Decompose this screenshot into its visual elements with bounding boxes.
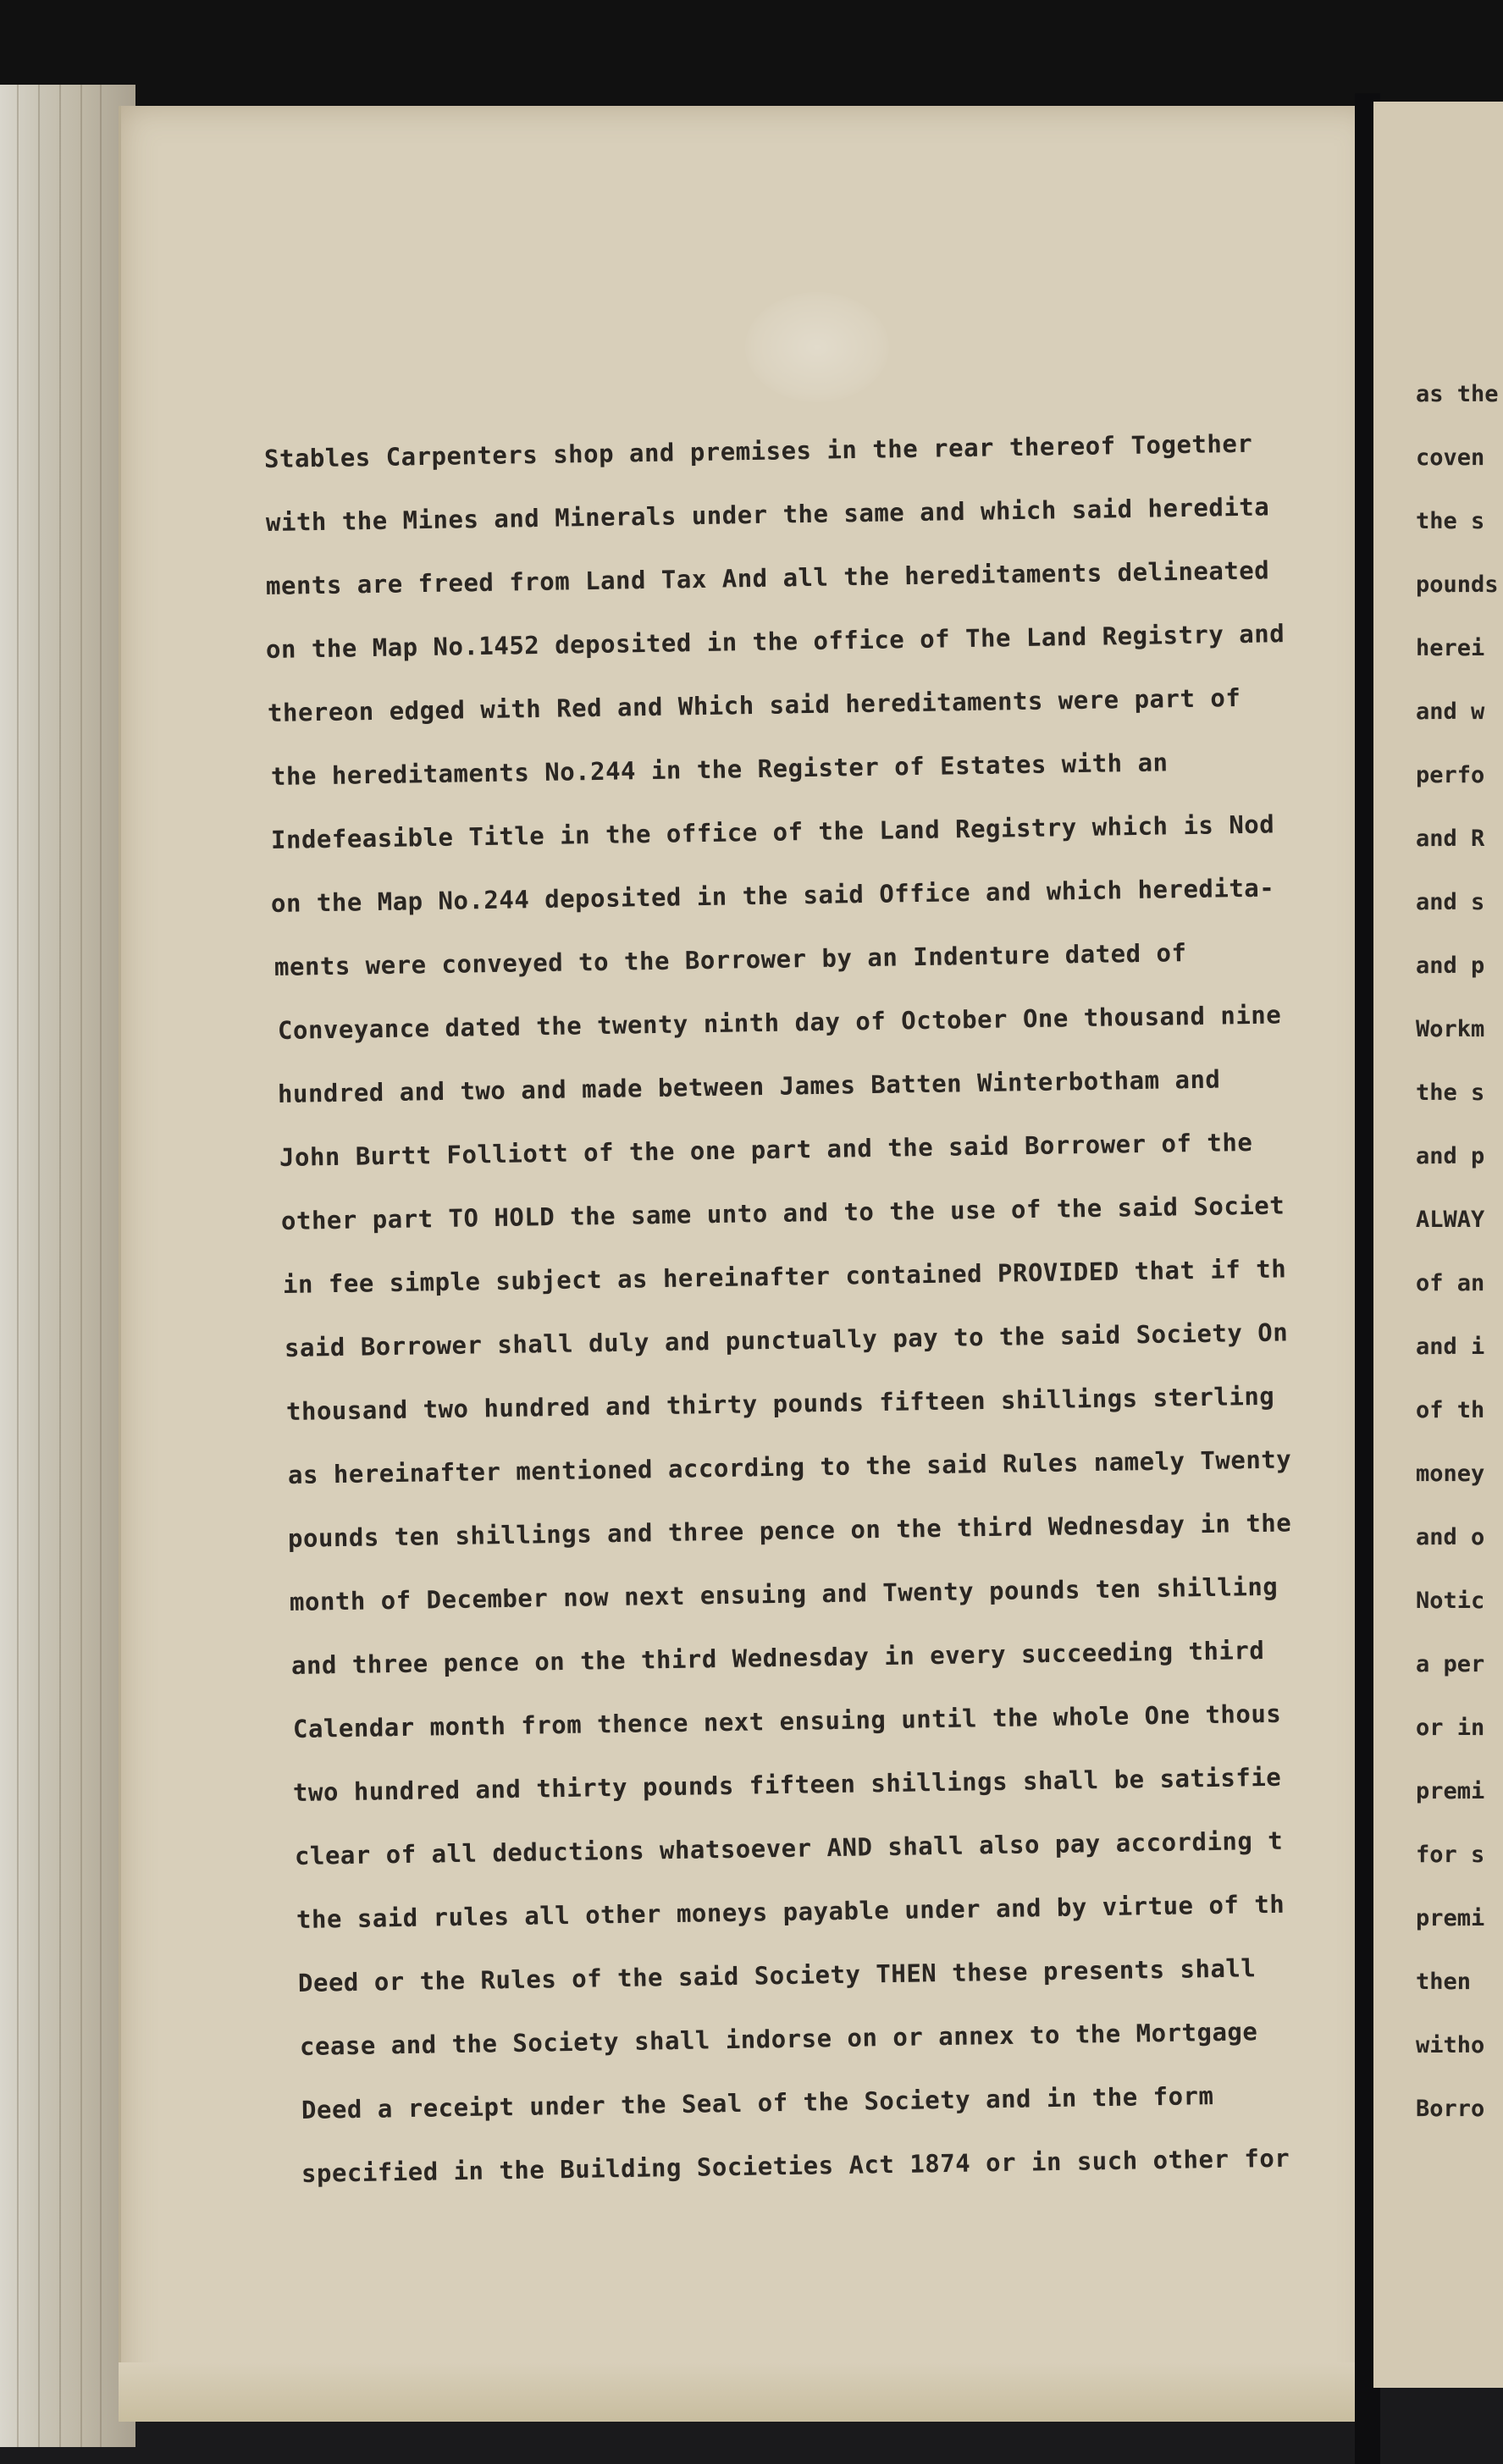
next-page-line: and p <box>1416 1143 1485 1169</box>
text-line: hundred and two and made between James Batten Winterbotham and <box>277 1064 1221 1108</box>
text-line: cease and the Society shall indorse on or annex to the Mortgage <box>299 2017 1258 2061</box>
next-page-line: for s <box>1416 1842 1485 1868</box>
next-page-line: of an <box>1416 1270 1485 1296</box>
next-page-line: premi <box>1416 1778 1485 1804</box>
next-page-line: Notic <box>1416 1588 1485 1614</box>
text-line: with the Mines and Minerals under the same and which said heredita <box>265 492 1270 537</box>
text-line: Stables Carpenters shop and premises in the rear thereof Together <box>263 428 1253 473</box>
next-page-line: ALWAY <box>1416 1207 1485 1233</box>
text-line: said Borrower shall duly and punctually pay to the said Society On <box>284 1318 1289 1362</box>
next-page-line: and s <box>1416 889 1485 915</box>
text-line: Deed or the Rules of the said Society THEN these presents shall <box>297 1953 1257 1997</box>
text-line: on the Map No.1452 deposited in the office of The Land Registry and <box>265 619 1285 664</box>
next-page-line: perfo <box>1416 762 1485 788</box>
next-page-line: and R <box>1416 826 1485 852</box>
next-page-line: then <box>1416 1969 1472 1995</box>
next-page-line: or in <box>1416 1715 1485 1741</box>
text-line: Indefeasible Title in the office of the Land Registry which is Nod <box>270 809 1275 854</box>
text-line: Deed a receipt under the Seal of the Society and in the form <box>301 2081 1214 2124</box>
text-line: thousand two hundred and thirty pounds fifteen shillings sterling <box>285 1381 1275 1426</box>
next-page-line: and w <box>1416 699 1485 725</box>
text-line: Conveyance dated the twenty ninth day of October One thousand nine <box>277 1000 1282 1045</box>
text-line: pounds ten shillings and three pence on the third Wednesday in the <box>287 1508 1292 1553</box>
next-page-line: witho <box>1416 2032 1485 2058</box>
next-page-line: Borro <box>1416 2096 1485 2122</box>
text-line: clear of all deductions whatsoever AND shall also pay according t <box>294 1826 1284 1870</box>
next-page-line: the s <box>1416 1080 1485 1106</box>
next-page-line: coven <box>1416 445 1485 471</box>
text-line: John Burtt Folliott of the one part and the said Borrower of the <box>279 1127 1253 1172</box>
next-page-line: Workm <box>1416 1016 1485 1042</box>
next-page-line: and p <box>1416 953 1485 979</box>
text-line: month of December now next ensuing and Twenty pounds ten shilling <box>289 1572 1279 1616</box>
text-line: specified in the Building Societies Act 1874 or in such other for <box>301 2143 1290 2188</box>
text-line: thereon edged with Red and Which said hereditaments were part of <box>267 682 1241 727</box>
next-page-line: and i <box>1416 1334 1485 1360</box>
next-page-line: premi <box>1416 1905 1485 1931</box>
next-page-line: and o <box>1416 1524 1485 1550</box>
text-line: Calendar month from thence next ensuing until the whole One thous <box>292 1699 1282 1743</box>
text-line: in fee simple subject as hereinafter contained PROVIDED that if th <box>282 1254 1287 1299</box>
next-page-line: pounds <box>1416 572 1499 598</box>
next-page-line: money <box>1416 1461 1485 1487</box>
text-line: and three pence on the third Wednesday in every succeeding third <box>290 1635 1265 1680</box>
text-line: ments were conveyed to the Borrower by an Indenture dated of <box>274 938 1187 981</box>
text-line: the said rules all other moneys payable under and by virtue of th <box>296 1889 1285 1934</box>
text-line: the hereditaments No.244 in the Register of Estates with an <box>270 748 1169 791</box>
text-line: as hereinafter mentioned according to the said Rules namely Twenty <box>287 1445 1292 1489</box>
text-line: other part TO HOLD the same unto and to the use of the said Societ <box>280 1191 1285 1235</box>
text-line: ments are freed from Land Tax And all the hereditaments delineated <box>265 555 1270 600</box>
text-line: two hundred and thirty pounds fifteen shillings shall be satisfie <box>292 1762 1282 1807</box>
text-line: on the Map No.244 deposited in the said Office and which heredita- <box>270 873 1275 918</box>
next-page-line: as the <box>1416 381 1499 407</box>
next-page-line: the s <box>1416 508 1485 534</box>
next-page-line: herei <box>1416 635 1485 661</box>
next-page-line: of th <box>1416 1397 1485 1423</box>
next-page-line: a per <box>1416 1651 1485 1677</box>
